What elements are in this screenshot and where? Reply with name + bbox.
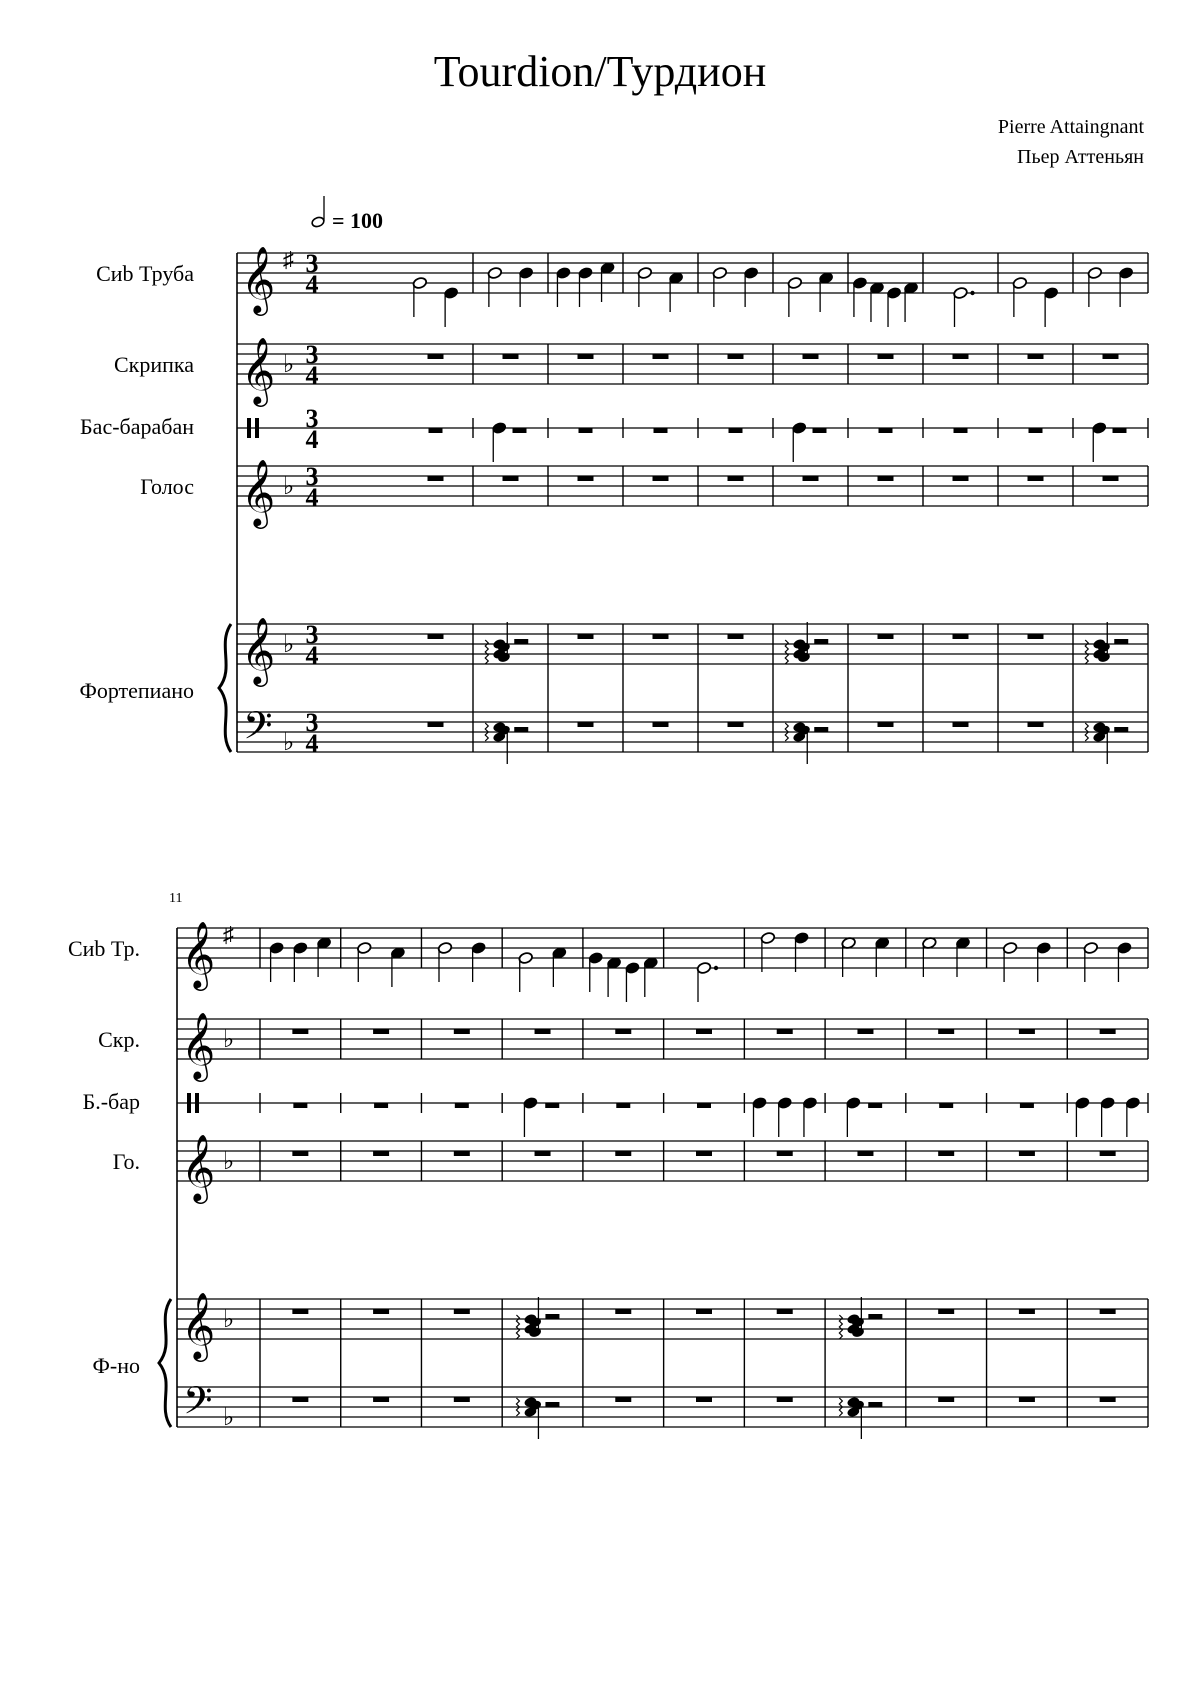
whole-rest [1100, 1309, 1116, 1314]
whole-rest [1028, 476, 1044, 481]
time-sig-top: 3 [305, 462, 319, 491]
whole-rest [953, 722, 969, 727]
whole-rest [535, 1029, 551, 1034]
instrument-label-drum: Бас-барабан [80, 414, 194, 439]
half-rest [429, 428, 443, 433]
bass-clef: 𝄢 [183, 1380, 213, 1431]
half-rest [293, 1103, 307, 1108]
whole-rest [857, 1029, 873, 1034]
half-rest [1020, 1103, 1034, 1108]
instrument-label-piano: Фортепиано [79, 678, 194, 703]
whole-rest [292, 1151, 308, 1156]
whole-rest [728, 476, 744, 481]
half-rest [545, 1314, 559, 1319]
whole-rest [696, 1151, 712, 1156]
half-rest [514, 639, 528, 644]
key-flat: ♭ [283, 730, 295, 756]
time-sig-top: 3 [305, 340, 319, 369]
whole-rest [1028, 634, 1044, 639]
composer-cyrillic: Пьер Аттеньян [1017, 146, 1144, 168]
whole-rest [777, 1397, 793, 1402]
whole-rest [1100, 1397, 1116, 1402]
half-rest [455, 1103, 469, 1108]
half-rest [1113, 428, 1127, 433]
half-rest [374, 1103, 388, 1108]
whole-rest [1028, 354, 1044, 359]
instrument-label-trumpet: Сиb Труба [96, 261, 194, 286]
half-rest [879, 428, 893, 433]
key-flat: ♭ [223, 1405, 235, 1431]
whole-rest [653, 354, 669, 359]
half-rest [1114, 727, 1128, 732]
time-sig-bottom: 4 [305, 483, 319, 512]
instrument-label-violin: Скрипка [113, 352, 194, 377]
whole-rest [696, 1309, 712, 1314]
whole-rest [696, 1029, 712, 1034]
whole-rest [292, 1309, 308, 1314]
half-rest [1029, 428, 1043, 433]
whole-rest [653, 722, 669, 727]
whole-rest [728, 722, 744, 727]
whole-rest [578, 722, 594, 727]
time-sig-top: 3 [305, 620, 319, 649]
whole-rest [615, 1151, 631, 1156]
time-sig-top: 3 [305, 249, 319, 278]
whole-rest [373, 1309, 389, 1314]
treble-clef: 𝄞 [241, 460, 276, 525]
whole-rest [878, 722, 894, 727]
score-title: Tourdion/Турдион [433, 47, 767, 96]
whole-rest [373, 1029, 389, 1034]
half-rest [545, 1103, 559, 1108]
whole-rest [292, 1397, 308, 1402]
instrument-label-drum: Б.-бар [82, 1089, 140, 1114]
whole-rest [615, 1397, 631, 1402]
whole-rest [777, 1029, 793, 1034]
treble-clef: 𝄞 [181, 1013, 216, 1078]
treble-clef: 𝄞 [241, 618, 276, 683]
whole-rest [1103, 354, 1119, 359]
time-sig-bottom: 4 [305, 270, 319, 299]
whole-rest [1019, 1029, 1035, 1034]
whole-rest [777, 1151, 793, 1156]
key-flat: ♭ [223, 1307, 235, 1333]
half-rest [697, 1103, 711, 1108]
key-flat: ♭ [283, 352, 295, 378]
key-flat: ♭ [223, 1149, 235, 1175]
instrument-label-violin: Скр. [98, 1027, 140, 1052]
whole-rest [454, 1309, 470, 1314]
half-rest [814, 639, 828, 644]
whole-rest [653, 476, 669, 481]
time-sig-top: 3 [305, 708, 319, 737]
half-rest [1114, 639, 1128, 644]
piano-brace [219, 624, 231, 752]
instrument-label-voice: Го. [112, 1149, 140, 1174]
half-rest [729, 428, 743, 433]
half-rest [868, 1103, 882, 1108]
treble-clef: 𝄞 [181, 1135, 216, 1200]
key-sharp: ♯ [283, 247, 294, 272]
percussion-clef [195, 1093, 199, 1113]
whole-rest [428, 354, 444, 359]
augmentation-dot [970, 291, 974, 295]
percussion-clef [247, 418, 251, 438]
half-rest [813, 428, 827, 433]
whole-rest [938, 1309, 954, 1314]
half-rest [579, 428, 593, 433]
whole-rest [1103, 476, 1119, 481]
half-rest [868, 1314, 882, 1319]
half-rest [616, 1103, 630, 1108]
whole-rest [878, 476, 894, 481]
augmentation-dot [714, 966, 718, 970]
instrument-label-trumpet: Сиb Тр. [67, 936, 140, 961]
whole-rest [454, 1029, 470, 1034]
whole-rest [503, 476, 519, 481]
whole-rest [728, 634, 744, 639]
half-rest [545, 1402, 559, 1407]
whole-rest [615, 1309, 631, 1314]
whole-rest [777, 1309, 793, 1314]
time-sig-bottom: 4 [305, 729, 319, 758]
whole-rest [696, 1397, 712, 1402]
whole-rest [1019, 1309, 1035, 1314]
half-rest [513, 428, 527, 433]
measure-number: 11 [169, 891, 183, 906]
percussion-clef [187, 1093, 191, 1113]
whole-rest [938, 1151, 954, 1156]
whole-rest [578, 354, 594, 359]
instrument-label-piano: Ф-но [92, 1353, 140, 1378]
whole-rest [803, 476, 819, 481]
whole-rest [803, 354, 819, 359]
key-sharp: ♯ [223, 922, 234, 947]
whole-rest [373, 1151, 389, 1156]
whole-rest [953, 354, 969, 359]
whole-rest [1019, 1151, 1035, 1156]
composer-latin: Pierre Attaingnant [997, 116, 1144, 138]
whole-rest [938, 1397, 954, 1402]
whole-rest [454, 1151, 470, 1156]
instrument-label-voice: Голос [140, 474, 194, 499]
whole-rest [1019, 1397, 1035, 1402]
whole-rest [878, 634, 894, 639]
treble-clef: 𝄞 [241, 338, 276, 403]
whole-rest [373, 1397, 389, 1402]
whole-rest [938, 1029, 954, 1034]
whole-rest [454, 1397, 470, 1402]
whole-rest [503, 354, 519, 359]
whole-rest [428, 634, 444, 639]
whole-rest [857, 1151, 873, 1156]
key-flat: ♭ [223, 1027, 235, 1053]
treble-clef: 𝄞 [241, 247, 276, 312]
half-rest [954, 428, 968, 433]
tempo-value: = 100 [332, 208, 384, 233]
whole-rest [728, 354, 744, 359]
whole-rest [535, 1151, 551, 1156]
treble-clef: 𝄞 [181, 922, 216, 987]
whole-rest [653, 634, 669, 639]
whole-rest [878, 354, 894, 359]
whole-rest [578, 476, 594, 481]
percussion-clef [255, 418, 259, 438]
whole-rest [428, 476, 444, 481]
whole-rest [578, 634, 594, 639]
treble-clef: 𝄞 [181, 1293, 216, 1358]
time-sig-top: 3 [305, 404, 319, 433]
time-sig-bottom: 4 [305, 425, 319, 454]
bass-clef: 𝄢 [243, 705, 273, 756]
time-sig-bottom: 4 [305, 641, 319, 670]
whole-rest [1028, 722, 1044, 727]
half-rest [868, 1402, 882, 1407]
time-sig-bottom: 4 [305, 361, 319, 390]
whole-rest [953, 476, 969, 481]
half-rest [814, 727, 828, 732]
whole-rest [615, 1029, 631, 1034]
piano-brace [159, 1299, 171, 1427]
half-rest [939, 1103, 953, 1108]
half-rest [514, 727, 528, 732]
whole-rest [953, 634, 969, 639]
half-rest [654, 428, 668, 433]
whole-rest [1100, 1151, 1116, 1156]
whole-rest [292, 1029, 308, 1034]
key-flat: ♭ [283, 632, 295, 658]
key-flat: ♭ [283, 474, 295, 500]
tempo-half-note [311, 216, 325, 228]
whole-rest [428, 722, 444, 727]
whole-rest [1100, 1029, 1116, 1034]
